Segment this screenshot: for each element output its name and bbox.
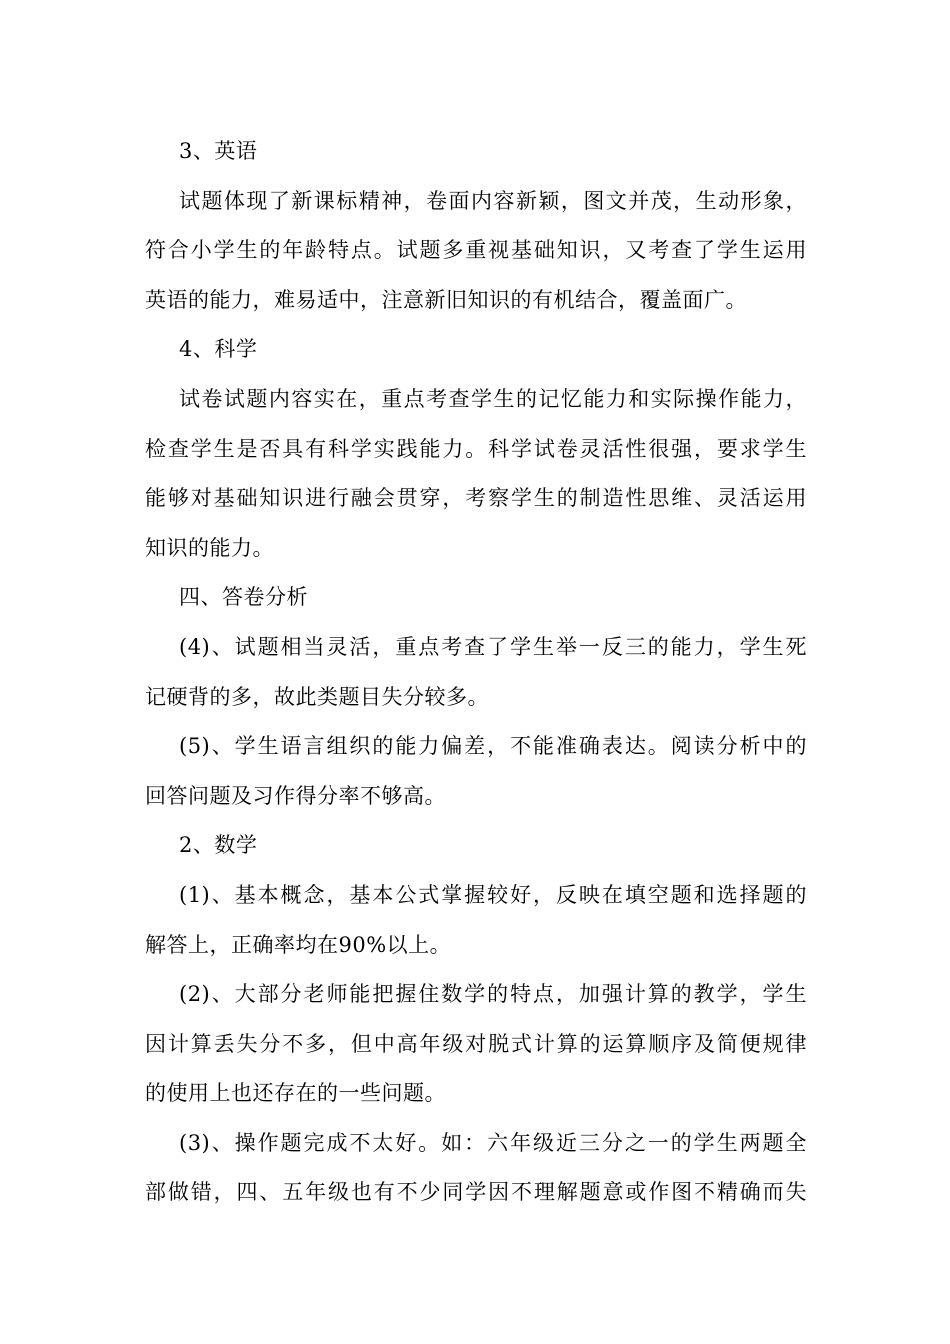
- paragraph-line: 部做错，四、五年级也有不少同学因不理解题意或作图不精确而失: [145, 1180, 807, 1205]
- heading-science: 4、科学: [179, 337, 258, 362]
- paragraph-line: (5)、学生语言组织的能力偏差，不能准确表达。阅读分析中的: [179, 734, 807, 759]
- heading-english: 3、英语: [179, 139, 258, 163]
- paragraph-line: 符合小学生的年龄特点。试题多重视基础知识，又考查了学生运用: [145, 238, 807, 263]
- paragraph-line: 解答上，正确率均在90%以上。: [145, 932, 452, 957]
- paragraph-line: (3)、操作题完成不太好。如：六年级近三分之一的学生两题全: [179, 1130, 807, 1155]
- paragraph-line: 检查学生是否具有科学实践能力。科学试卷灵活性很强，要求学生: [145, 436, 807, 461]
- paragraph-line: 英语的能力，难易适中，注意新旧知识的有机结合，覆盖面广。: [145, 287, 747, 312]
- paragraph-line: (4)、试题相当灵活，重点考查了学生举一反三的能力，学生死: [179, 634, 807, 659]
- heading-math: 2、数学: [179, 833, 258, 858]
- paragraph-line: 试卷试题内容实在，重点考查学生的记忆能力和实际操作能力，: [179, 386, 807, 411]
- paragraph-line: (2)、大部分老师能把握住数学的特点，加强计算的教学，学生: [179, 982, 807, 1007]
- document-body: [145, 127, 807, 1218]
- paragraph-line: (1)、基本概念，基本公式掌握较好，反映在填空题和选择题的: [179, 882, 807, 907]
- paragraph-line: 能够对基础知识进行融会贯穿，考察学生的制造性思维、灵活运用: [145, 486, 807, 511]
- paragraph-line: 的使用上也还存在的一些问题。: [145, 1081, 446, 1106]
- heading-answer-analysis: 四、答卷分析: [179, 585, 308, 610]
- paragraph-line: 知识的能力。: [145, 535, 274, 560]
- paragraph-line: 回答问题及习作得分率不够高。: [145, 783, 446, 808]
- paragraph-line: 试题体现了新课标精神，卷面内容新颖，图文并茂，生动形象，: [179, 188, 807, 213]
- paragraph-line: 记硬背的多，故此类题目失分较多。: [145, 684, 489, 709]
- paragraph-line: 因计算丢失分不多，但中高年级对脱式计算的运算顺序及简便规律: [145, 1031, 807, 1056]
